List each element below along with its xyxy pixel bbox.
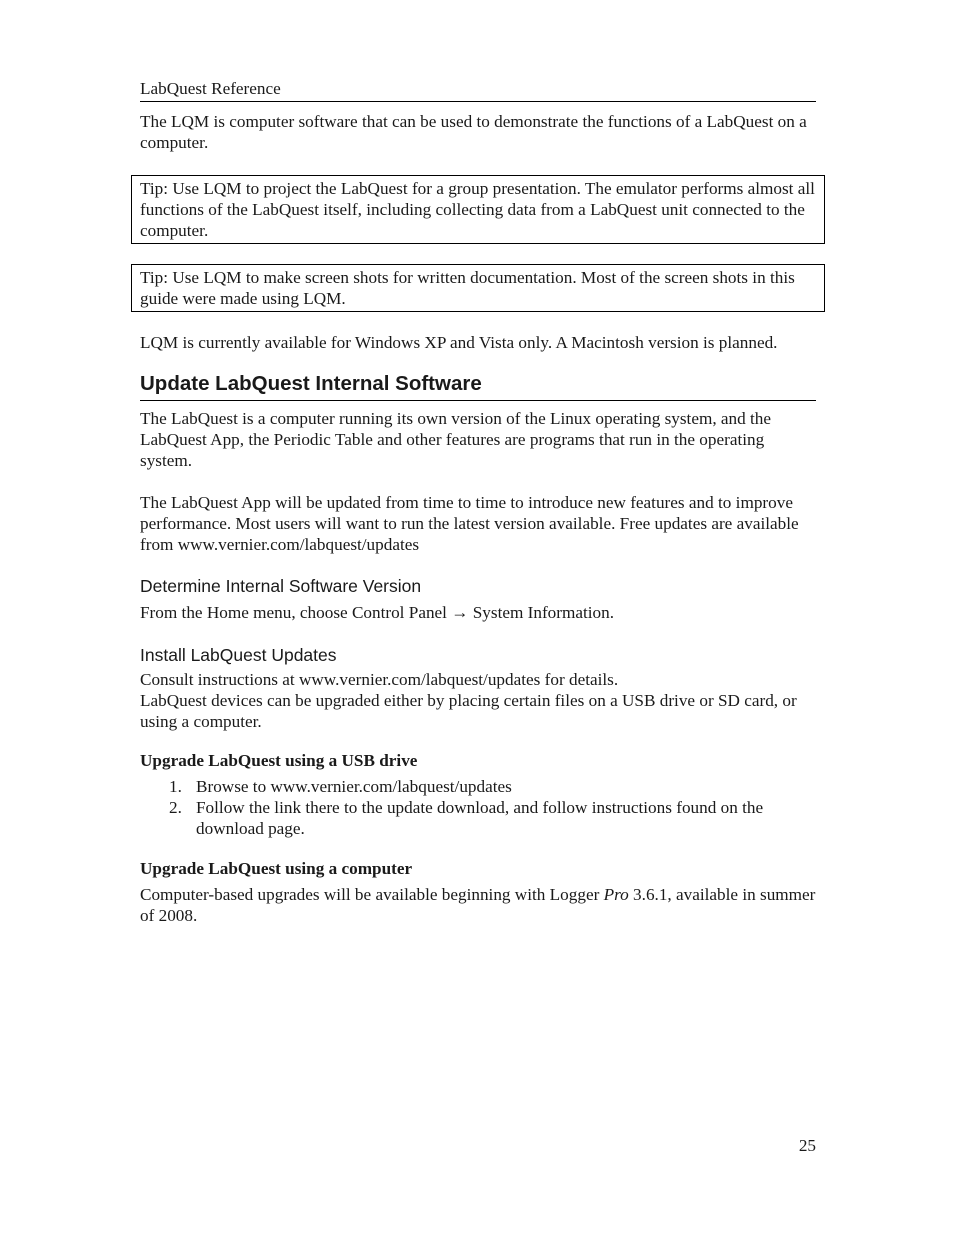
- availability-text: LQM is currently available for Windows XP and Vista only. A Macintosh version is planned.: [140, 333, 778, 352]
- running-header: [140, 78, 816, 102]
- computer-text-after: 3.6.1, available in summer of 2008.: [140, 885, 816, 925]
- tip-box-presentation: [131, 175, 825, 244]
- computer-upgrade-paragraph: [140, 884, 816, 926]
- usb-heading: Upgrade LabQuest using a USB drive: [140, 751, 418, 770]
- running-header-title: LabQuest Reference: [140, 79, 281, 98]
- list-item: [140, 776, 816, 797]
- intro-paragraph: [140, 111, 816, 153]
- section-text: The LabQuest is a computer running its own version of the Linux operating system, and the LabQuest App, the Periodic Table and other features are programs that run in the operating system.: [140, 409, 772, 470]
- section-paragraph-1: [140, 408, 816, 471]
- determine-text: [140, 602, 816, 623]
- section-text: The LabQuest App will be updated from time to time to introduce new features and to improve performance. Most users will want to run the latest version available. Free updates are available from www.vernier.com/labquest/updates: [140, 493, 799, 554]
- computer-heading: Upgrade LabQuest using a computer: [140, 859, 413, 878]
- section-heading: Update LabQuest Internal Software: [140, 371, 816, 401]
- list-item-number: 2.: [169, 798, 182, 817]
- computer-text: [140, 884, 816, 926]
- section-paragraph-2: [140, 492, 816, 555]
- tip-box-screenshots: [131, 264, 825, 312]
- determine-instructions: [140, 602, 816, 623]
- intro-text: The LQM is computer software that can be used to demonstrate the functions of a LabQuest on a computer.: [140, 112, 807, 152]
- logger-pro-italic: Pro: [603, 885, 629, 904]
- list-item-text: Follow the link there to the update download, and follow instructions found on the download page.: [196, 798, 764, 838]
- usb-steps-list: [140, 776, 816, 839]
- install-text-line-1: Consult instructions at www.vernier.com/labquest/updates for details.: [140, 670, 619, 689]
- subsection-install-updates: [140, 644, 816, 666]
- subsection-heading: Install LabQuest Updates: [140, 645, 337, 665]
- tip-text: Tip: Use LQM to project the LabQuest for a group presentation. The emulator performs almost all functions of the LabQuest itself, including collecting data from a LabQuest unit connected to the computer.: [140, 179, 815, 240]
- arrow-right-icon: →: [451, 603, 469, 622]
- usb-upgrade-heading: [140, 750, 816, 771]
- section-update-software: [140, 371, 816, 401]
- computer-text-before: Computer-based upgrades will be available beginning with Logger: [140, 885, 604, 904]
- install-instructions: [140, 669, 816, 732]
- determine-text-after: System Information.: [472, 603, 615, 622]
- subsection-heading: Determine Internal Software Version: [140, 576, 422, 596]
- page-number: 25: [798, 1136, 816, 1155]
- list-item-text: Browse to www.vernier.com/labquest/updates: [196, 777, 512, 796]
- list-item-number: 1.: [169, 777, 182, 796]
- computer-upgrade-heading: [140, 858, 816, 879]
- list-item: [140, 797, 816, 839]
- determine-text-before: From the Home menu, choose Control Panel: [140, 603, 447, 622]
- availability-paragraph: [140, 332, 816, 353]
- install-text-line-2: LabQuest devices can be upgraded either by placing certain files on a USB drive or SD card, or using a computer.: [140, 691, 797, 731]
- subsection-determine-version: [140, 575, 816, 597]
- tip-text: Tip: Use LQM to make screen shots for written documentation. Most of the screen shots in this guide were made using LQM.: [140, 268, 795, 308]
